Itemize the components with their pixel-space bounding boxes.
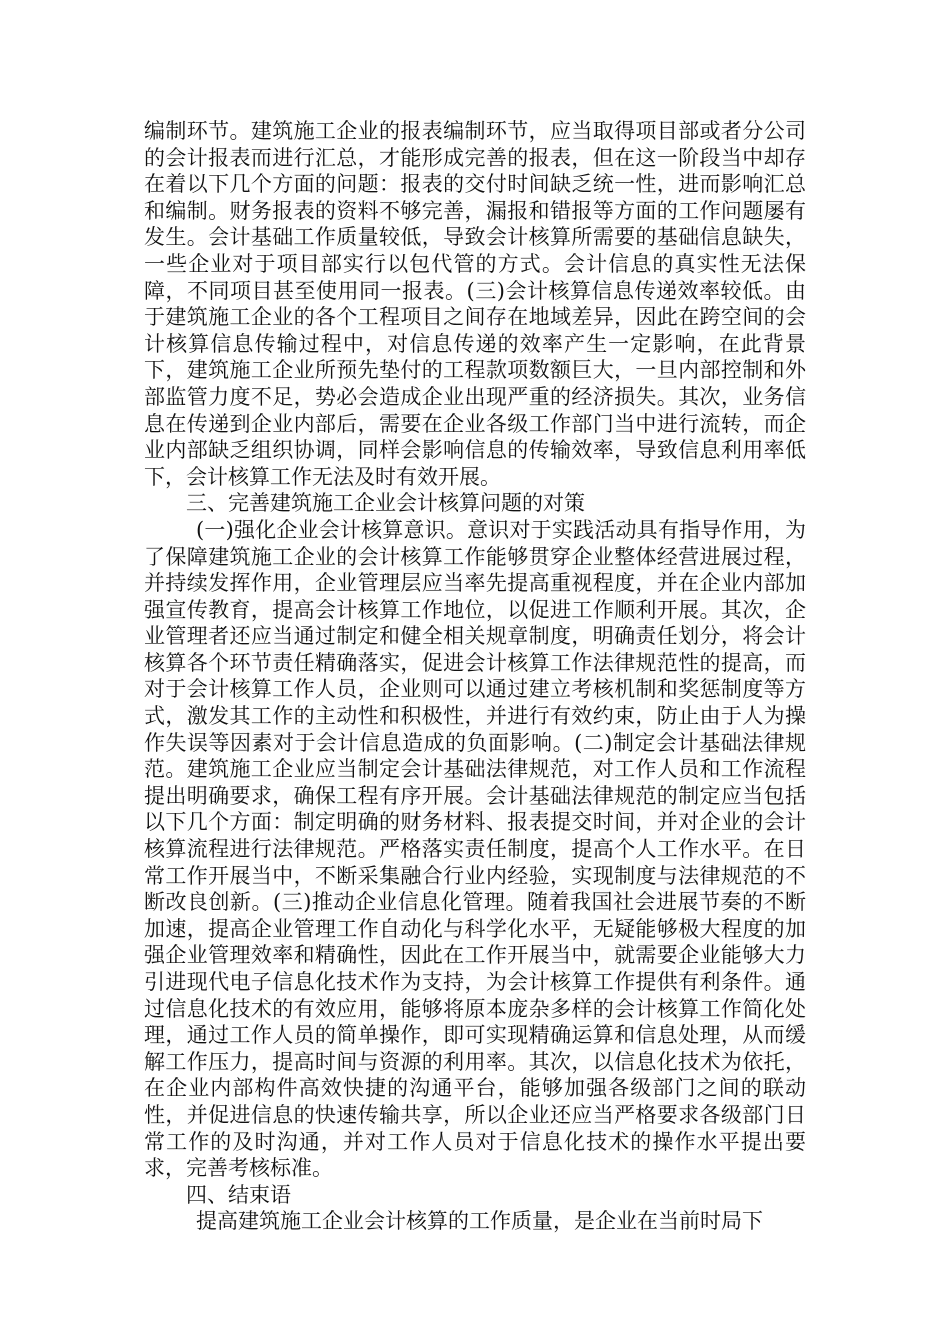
document-body	[144, 118, 806, 1235]
body-paragraph: 编制环节。建筑施工企业的报表编制环节，应当取得项目部或者分公司的会计报表而进行汇总，才能形成完善的报表，但在这一阶段当中却存在着以下几个方面的问题：报表的交付时间缺乏统一性，进而影响汇总和编制。财务报表的资料不够完善，漏报和错报等方面的工作问题屡有发生。会计基础工作质量较低，导致会计核算所需要的基础信息缺失，一些企业对于项目部实行以包代管的方式。会计信息的真实性无法保障，不同项目甚至使用同一报表。(三)会计核算信息传递效率较低。由于建筑施工企业的各个工程项目之间存在地域差异，因此在跨空间的会计核算信息传输过程中，对信息传递的效率产生一定影响，在此背景下，建筑施工企业所预先垫付的工程款项数额巨大，一旦内部控制和外部监管力度不足，势必会造成企业出现严重的经济损失。其次，业务信息在传递到企业内部后，需要在企业各级工作部门当中进行流转，而企业内部缺乏组织协调，同样会影响信息的传输效率，导致信息利用率低下，会计核算工作无法及时有效开展。	[144, 119, 806, 489]
body-paragraph: 提高建筑施工企业会计核算的工作质量，是企业在当前时局下	[196, 1209, 763, 1234]
body-paragraph: (一)强化企业会计核算意识。意识对于实践活动具有指导作用，为了保障建筑施工企业的会计核算工作能够贯穿企业整体经营进展过程，并持续发挥作用，企业管理层应当率先提高重视程度，并在企业内部加强宣传教育，提高会计核算工作地位，以促进工作顺利开展。其次，企业管理者还应当通过制定和健全相关规章制度，明确责任划分，将会计核算各个环节责任精确落实，促进会计核算工作法律规范性的提高，而对于会计核算工作人员，企业则可以通过建立考核机制和奖惩制度等方式，激发其工作的主动性和积极性，并进行有效约束，防止由于人为操作失误等因素对于会计信息造成的负面影响。(二)制定会计基础法律规范。建筑施工企业应当制定会计基础法律规范，对工作人员和工作流程提出明确要求，确保工程有序开展。会计基础法律规范的制定应当包括以下几个方面：制定明确的财务材料、报表提交时间，并对企业的会计核算流程进行法律规范。严格落实责任制度，提高个人工作水平。在日常工作开展当中，不断采集融合行业内经验，实现制度与法律规范的不断改良创新。(三)推动企业信息化管理。随着我国社会进展节奏的不断加速，提高企业管理工作自动化与科学化水平，无疑能够极大程度的加强企业管理效率和精确性，因此在工作开展当中，就需要企业能够大力引进现代电子信息化技术作为支持，为会计核算工作提供有利条件。通过信息化技术的有效应用，能够将原本庞杂多样的会计核算工作简化处理，通过工作人员的简单操作，即可实现精确运算和信息处理，从而缓解工作压力，提高时间与资源的利用率。其次，以信息化技术为依托，在企业内部构件高效快捷的沟通平台，能够加强各级部门之间的联动性，并促进信息的快速传输共享，所以企业还应当严格要求各级部门日常工作的及时沟通，并对工作人员对于信息化技术的操作水平提出要求，完善考核标准。	[144, 517, 806, 1181]
section-heading: 四、结束语	[186, 1182, 291, 1207]
section-heading: 三、完善建筑施工企业会计核算问题的对策	[186, 491, 585, 516]
